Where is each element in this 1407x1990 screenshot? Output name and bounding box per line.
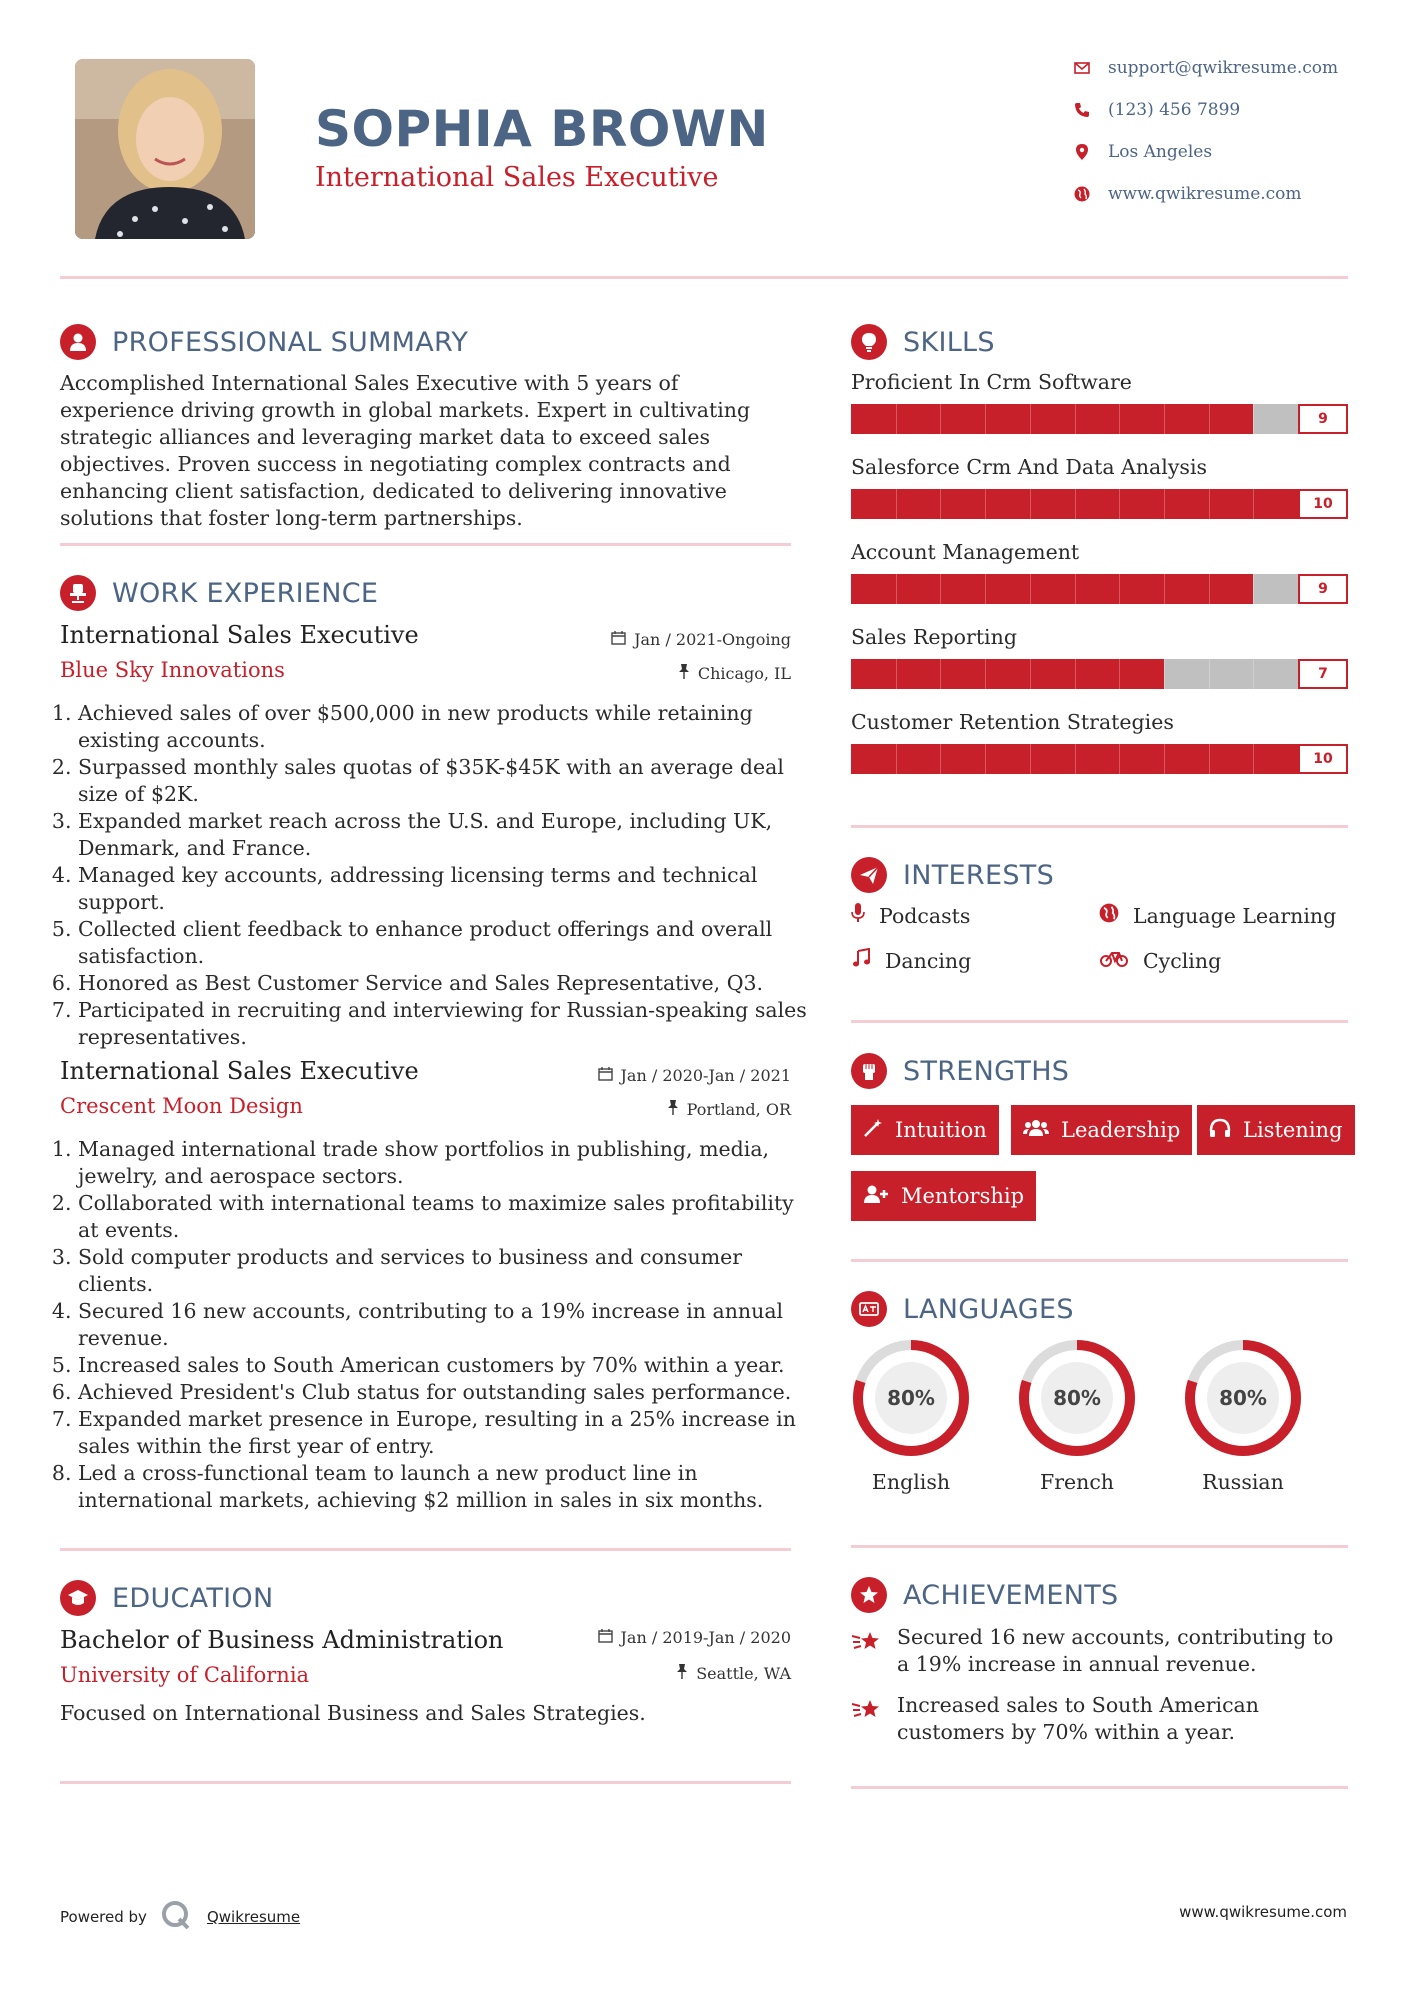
education-note: Focused on International Business and Sales Strategies. — [60, 1701, 646, 1725]
languages-divider — [851, 1545, 1348, 1548]
skill-bar-segment — [985, 404, 986, 434]
lightbulb-icon — [851, 324, 887, 360]
envelope-icon — [1072, 58, 1092, 78]
calendar-icon — [598, 1066, 613, 1085]
interest-cycling — [1099, 948, 1221, 973]
job-2-dates-text: Jan / 2020-Jan / 2021 — [620, 1066, 791, 1085]
summary-text: Accomplished International Sales Executive with 5 years of experience driving growth in global markets. Expert in cultivating strategic alliances and leveraging market data to exceed sales objectives. Proven success in negotiating complex contracts and enhancing client satisfaction, dedicated to delivering innovative solutions that foster long-term partnerships. — [60, 371, 751, 530]
job-2-location — [667, 1100, 791, 1119]
list-item: 8. Led a cross-functional team to launch a new product line in international markets, achieving $2 million in sales in six months. — [78, 1460, 813, 1514]
powered-by-text: Powered by — [60, 1908, 147, 1926]
job-1-dates — [611, 630, 791, 649]
skill-bar-segment — [985, 744, 986, 774]
calendar-icon — [598, 1628, 613, 1647]
interest-label: Podcasts — [879, 903, 971, 928]
skill-bar-segment — [940, 489, 941, 519]
skill-bar-segment — [1209, 489, 1210, 519]
user-icon — [60, 324, 96, 360]
skill-label: Customer Retention Strategies — [851, 710, 1174, 734]
skill-label: Proficient In Crm Software — [851, 370, 1132, 394]
skills-heading-row — [851, 324, 995, 360]
qwikresume-logo-icon — [161, 1900, 193, 1934]
job-2-location-text: Portland, OR — [686, 1100, 791, 1119]
skill-bar-segment — [1030, 574, 1031, 604]
skill-bar-segment — [1075, 744, 1076, 774]
education-heading: EDUCATION — [112, 1582, 274, 1614]
strength-label: Mentorship — [901, 1184, 1025, 1208]
skill-level: 10 — [1313, 496, 1333, 512]
profile-photo — [75, 59, 255, 239]
language-ring — [1017, 1338, 1137, 1458]
candidate-title: International Sales Executive — [315, 162, 719, 193]
education-dates — [598, 1628, 791, 1647]
strength-listening — [1197, 1105, 1355, 1155]
summary-heading-row — [60, 324, 468, 360]
skill-bar-segment — [1030, 659, 1031, 689]
skill-bar-segment — [1075, 659, 1076, 689]
summary-heading: PROFESSIONAL SUMMARY — [112, 326, 469, 358]
shooting-star-icon — [851, 1628, 883, 1678]
achievements-heading-row — [851, 1577, 1119, 1613]
strength-label: Intuition — [895, 1118, 987, 1142]
magic-wand-icon — [863, 1118, 883, 1143]
skill-item — [851, 455, 1348, 540]
skill-bar-segment — [940, 744, 941, 774]
list-item: 1. Managed international trade show portfolios in publishing, media, jewelry, and aerospace sectors. — [78, 1136, 813, 1190]
strength-label: Listening — [1243, 1118, 1343, 1142]
education-location — [676, 1664, 791, 1683]
list-item: 2. Collaborated with international teams to maximize sales profitability at events. — [78, 1190, 813, 1244]
achievement-text: Secured 16 new accounts, contributing to a 19% increase in annual revenue. — [897, 1625, 1334, 1676]
list-item: 6. Achieved President's Club status for outstanding sales performance. — [78, 1379, 813, 1406]
achievement-item — [851, 1692, 1348, 1746]
skill-bar-segment — [1253, 404, 1254, 434]
list-item: 2. Surpassed monthly sales quotas of $35K-$45K with an average deal size of $2K. — [78, 754, 813, 808]
star-badge-icon — [851, 1577, 887, 1613]
job-2-company: Crescent Moon Design — [60, 1094, 303, 1118]
skill-bar-fill — [851, 574, 1253, 604]
skill-bar-segment — [1209, 574, 1210, 604]
candidate-name: SOPHIA BROWN — [315, 100, 769, 158]
skill-bar-segment — [1253, 659, 1254, 689]
skills-heading: SKILLS — [903, 326, 995, 358]
skill-bar-segment — [1164, 574, 1165, 604]
education-degree: Bachelor of Business Administration — [60, 1626, 504, 1654]
language-item — [851, 1338, 971, 1494]
calendar-icon — [611, 630, 626, 649]
list-item: 6. Honored as Best Customer Service and Sales Representative, Q3. — [78, 970, 813, 997]
footer-powered — [60, 1900, 300, 1934]
footer-url[interactable]: www.qwikresume.com — [1179, 1903, 1347, 1921]
skill-level: 9 — [1318, 411, 1328, 427]
skill-bar-segment — [940, 659, 941, 689]
skill-bar-segment — [1209, 404, 1210, 434]
list-item: 7. Participated in recruiting and interviewing for Russian-speaking sales representatives. — [78, 997, 813, 1051]
skill-bar-track — [851, 574, 1298, 604]
skill-bar-segment — [1164, 744, 1165, 774]
strength-intuition — [851, 1105, 999, 1155]
contact-email[interactable] — [1072, 58, 1338, 78]
skill-bar-segment — [896, 659, 897, 689]
skill-bar — [851, 744, 1348, 774]
skill-level-box — [1298, 659, 1348, 689]
list-item: 5. Collected client feedback to enhance product offerings and overall satisfaction. — [78, 916, 813, 970]
education-heading-row — [60, 1580, 273, 1616]
users-icon — [1023, 1118, 1049, 1143]
music-note-icon — [851, 948, 871, 973]
skill-bar-segment — [1119, 744, 1120, 774]
list-item: 3. Expanded market reach across the U.S. and Europe, including UK, Denmark, and France. — [78, 808, 813, 862]
skill-bar-fill — [851, 404, 1253, 434]
skill-bar-segment — [1253, 574, 1254, 604]
skill-bar-segment — [985, 574, 986, 604]
job-1-location — [678, 664, 791, 683]
skill-bar — [851, 574, 1348, 604]
skill-item — [851, 625, 1348, 710]
language-item — [1017, 1338, 1137, 1494]
header-divider — [60, 276, 1348, 279]
skill-bar-segment — [1253, 744, 1254, 774]
list-item: 3. Sold computer products and services to business and consumer clients. — [78, 1244, 813, 1298]
pushpin-icon — [676, 1664, 688, 1683]
education-dates-text: Jan / 2019-Jan / 2020 — [620, 1628, 791, 1647]
strengths-heading: STRENGTHS — [903, 1055, 1070, 1087]
skill-bar-segment — [896, 744, 897, 774]
interest-label: Cycling — [1143, 948, 1222, 973]
bicycle-icon — [1099, 948, 1129, 973]
achievements-heading: ACHIEVEMENTS — [903, 1579, 1119, 1611]
pushpin-icon — [667, 1100, 679, 1119]
skill-bar-track — [851, 744, 1298, 774]
graduation-icon — [60, 1580, 96, 1616]
skills-list — [851, 370, 1348, 795]
education-school: University of California — [60, 1663, 310, 1687]
education-location-text: Seattle, WA — [696, 1664, 791, 1683]
strength-label: Leadership — [1061, 1118, 1181, 1142]
skill-bar-fill — [851, 659, 1164, 689]
interests-divider — [851, 1020, 1348, 1023]
achievements-divider — [851, 1786, 1348, 1789]
skills-divider — [851, 825, 1348, 828]
skill-item — [851, 370, 1348, 455]
strength-leadership — [1011, 1105, 1192, 1155]
contact-email-text: support@qwikresume.com — [1108, 58, 1339, 78]
globe-icon — [1072, 184, 1092, 204]
interests-heading: INTERESTS — [903, 859, 1055, 891]
skill-bar — [851, 404, 1348, 434]
languages-list — [851, 1338, 1303, 1494]
strengths-divider — [851, 1259, 1348, 1262]
map-pin-icon — [1072, 142, 1092, 162]
skill-level: 10 — [1313, 751, 1333, 767]
skill-bar-segment — [896, 404, 897, 434]
skill-bar-segment — [896, 489, 897, 519]
skill-bar-track — [851, 489, 1298, 519]
skill-bar-segment — [1164, 489, 1165, 519]
summary-divider — [60, 543, 791, 546]
skill-bar-segment — [896, 574, 897, 604]
job-1-company: Blue Sky Innovations — [60, 658, 285, 682]
skill-bar-segment — [1030, 404, 1031, 434]
skill-level-box — [1298, 744, 1348, 774]
skill-item — [851, 540, 1348, 625]
skill-bar-segment — [1119, 574, 1120, 604]
list-item: 4. Secured 16 new accounts, contributing to a 19% increase in annual revenue. — [78, 1298, 813, 1352]
skill-bar-segment — [1075, 489, 1076, 519]
language-item — [1183, 1338, 1303, 1494]
skill-bar — [851, 659, 1348, 689]
skill-level: 7 — [1318, 666, 1328, 682]
user-plus-icon — [863, 1184, 889, 1209]
skill-label: Account Management — [851, 540, 1080, 564]
skill-level-box — [1298, 574, 1348, 604]
languages-heading: LANGUAGES — [903, 1293, 1074, 1325]
skill-bar-segment — [1075, 404, 1076, 434]
job-1-list — [58, 700, 813, 1051]
language-percent: 80% — [1053, 1386, 1101, 1410]
skill-bar-segment — [1075, 574, 1076, 604]
list-item: 7. Expanded market presence in Europe, resulting in a 25% increase in sales within the first year of entry. — [78, 1406, 813, 1460]
achievement-item — [851, 1624, 1348, 1678]
contact-website[interactable] — [1072, 184, 1302, 204]
education-divider — [60, 1781, 791, 1784]
strength-mentorship — [851, 1171, 1036, 1221]
experience-divider — [60, 1548, 791, 1551]
language-label: French — [1039, 1470, 1115, 1494]
experience-heading-row — [60, 575, 378, 611]
contact-location-text: Los Angeles — [1108, 142, 1213, 162]
language-ring — [851, 1338, 971, 1458]
job-1-title: International Sales Executive — [60, 621, 419, 649]
interest-language-learning — [1099, 903, 1336, 928]
skill-level: 9 — [1318, 581, 1328, 597]
contact-location — [1072, 142, 1212, 162]
skill-bar-segment — [1209, 744, 1210, 774]
skill-bar-track — [851, 404, 1298, 434]
interest-podcasts — [851, 903, 970, 928]
job-2-dates — [598, 1066, 791, 1085]
skill-bar-segment — [1119, 659, 1120, 689]
skill-bar-segment — [940, 574, 941, 604]
interest-label: Dancing — [885, 948, 972, 973]
qwikresume-link[interactable]: Qwikresume — [206, 1908, 301, 1926]
skill-bar-segment — [985, 489, 986, 519]
paper-plane-icon — [851, 857, 887, 893]
interest-dancing — [851, 948, 971, 973]
interest-label: Language Learning — [1133, 903, 1337, 928]
contact-website-text: www.qwikresume.com — [1108, 184, 1302, 204]
language-label: English — [871, 1470, 951, 1494]
skill-bar-segment — [1030, 489, 1031, 519]
skill-bar-segment — [1119, 489, 1120, 519]
skill-bar-segment — [1119, 404, 1120, 434]
skill-level-box — [1298, 404, 1348, 434]
job-2-title: International Sales Executive — [60, 1057, 419, 1085]
office-chair-icon — [60, 575, 96, 611]
headphones-icon — [1209, 1118, 1231, 1143]
contact-phone[interactable] — [1072, 100, 1240, 120]
languages-heading-row — [851, 1291, 1074, 1327]
skill-level-box — [1298, 489, 1348, 519]
language-ring — [1183, 1338, 1303, 1458]
language-label: Russian — [1202, 1470, 1284, 1494]
list-item: 1. Achieved sales of over $500,000 in new products while retaining existing accounts. — [78, 700, 813, 754]
skill-bar-track — [851, 659, 1298, 689]
job-1-dates-text: Jan / 2021-Ongoing — [634, 630, 791, 649]
skill-bar-segment — [1030, 744, 1031, 774]
language-icon — [851, 1291, 887, 1327]
pushpin-icon — [678, 664, 690, 683]
skill-bar — [851, 489, 1348, 519]
list-item: 4. Managed key accounts, addressing licensing terms and technical support. — [78, 862, 813, 916]
job-1-location-text: Chicago, IL — [697, 664, 791, 683]
language-percent: 80% — [1219, 1386, 1267, 1410]
skill-label: Sales Reporting — [851, 625, 1017, 649]
achievement-text: Increased sales to South American customers by 70% within a year. — [897, 1693, 1259, 1744]
list-item: 5. Increased sales to South American customers by 70% within a year. — [78, 1352, 813, 1379]
skill-bar-segment — [1253, 489, 1254, 519]
skill-bar-segment — [1164, 404, 1165, 434]
skill-bar-segment — [940, 404, 941, 434]
shooting-star-icon — [851, 1696, 883, 1746]
interests-heading-row — [851, 857, 1054, 893]
experience-heading: WORK EXPERIENCE — [112, 577, 379, 609]
raised-fist-icon — [851, 1053, 887, 1089]
language-percent: 80% — [887, 1386, 935, 1410]
phone-icon — [1072, 100, 1092, 120]
microphone-icon — [851, 903, 865, 928]
strengths-heading-row — [851, 1053, 1069, 1089]
contact-phone-text: (123) 456 7899 — [1108, 100, 1241, 120]
skill-bar-segment — [985, 659, 986, 689]
skill-label: Salesforce Crm And Data Analysis — [851, 455, 1208, 479]
job-2-list — [58, 1136, 813, 1514]
skill-item — [851, 710, 1348, 795]
skill-bar-segment — [1164, 659, 1165, 689]
skill-bar-segment — [1209, 659, 1210, 689]
globe-icon — [1099, 903, 1119, 928]
